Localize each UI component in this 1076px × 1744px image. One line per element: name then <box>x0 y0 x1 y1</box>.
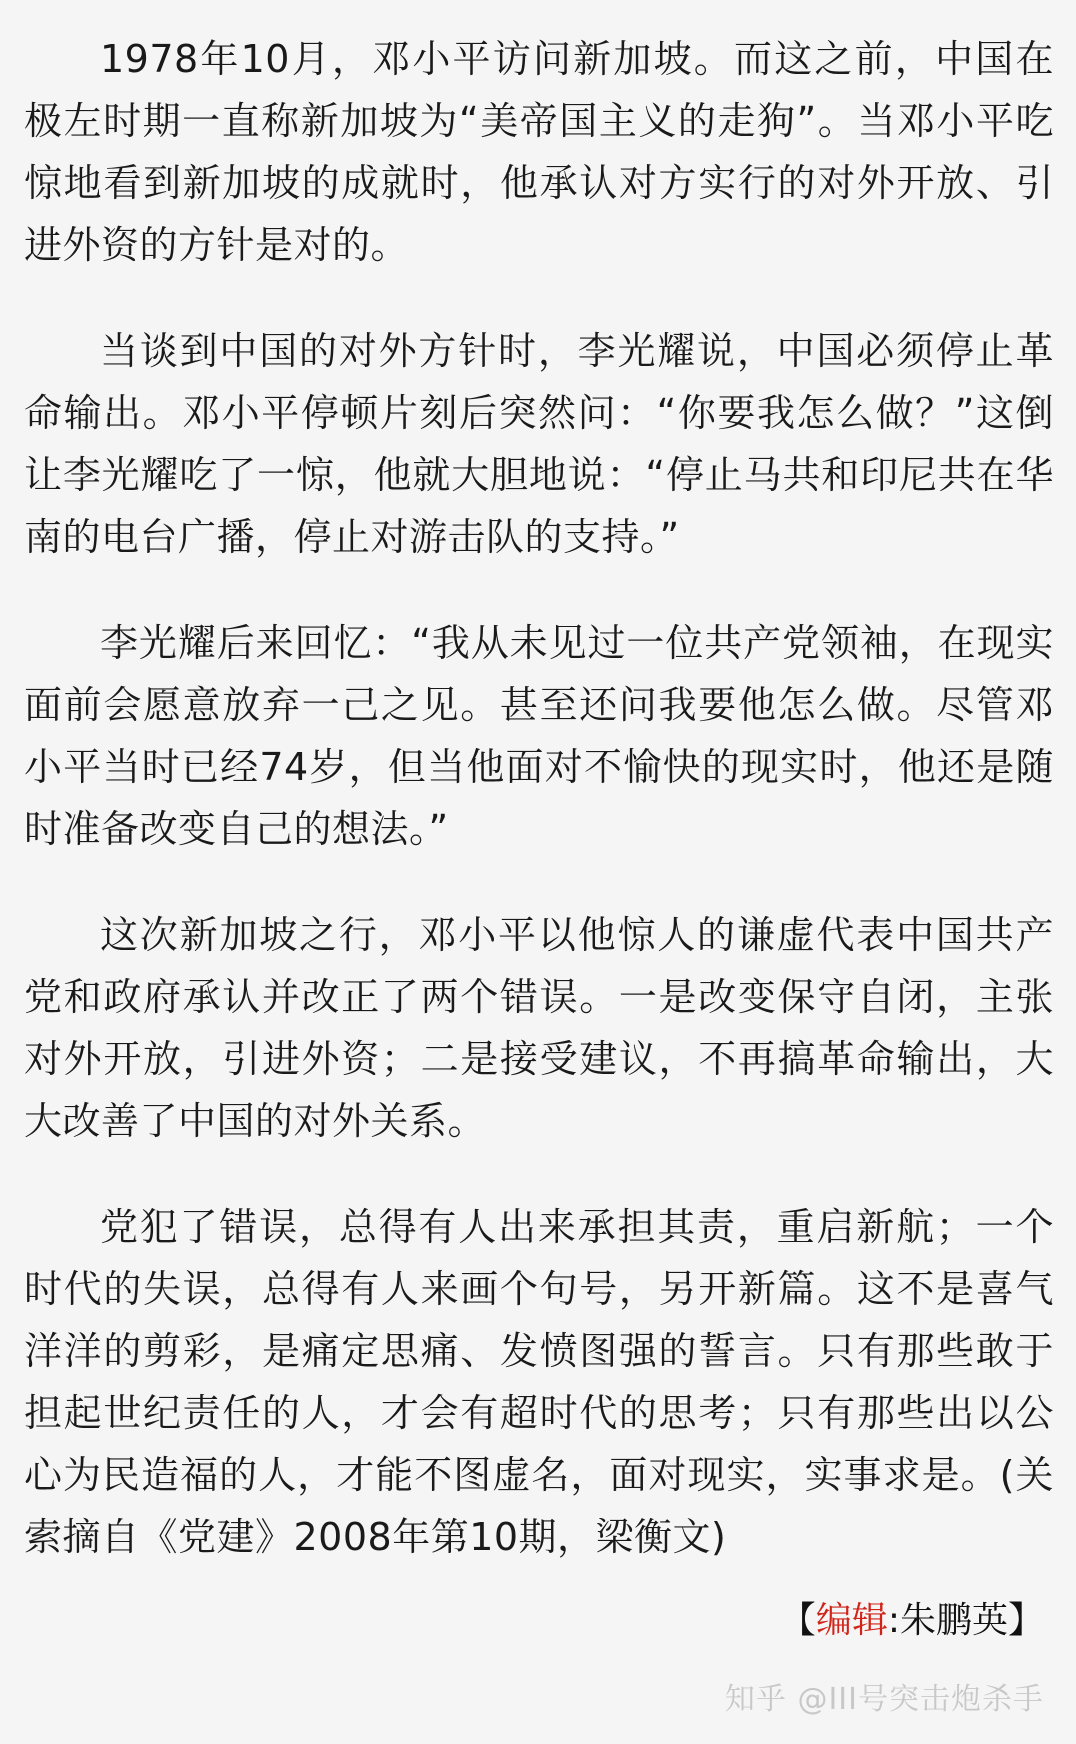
editor-open-bracket: 【 <box>779 1600 816 1641</box>
paragraph-2: 当谈到中国的对外方针时，李光耀说，中国必须停止革命输出。邓小平停顿片刻后突然问：“你要我怎么做？”这倒让李光耀吃了一惊，他就大胆地说：“停止马共和印尼共在华南的电台广播，停止对游击队的支持。” <box>24 329 1054 559</box>
editor-name: 朱鹏英 <box>899 1600 1008 1641</box>
editor-label: 编辑 <box>815 1600 888 1641</box>
paragraph-5: 党犯了错误，总得有人出来承担其责，重启新航；一个时代的失误，总得有人来画个句号，另开新篇。这不是喜气洋洋的剪彩，是痛定思痛、发愤图强的誓言。只有那些敢于担起世纪责任的人，才会有超时代的思考；只有那些出以公心为民造福的人，才能不图虚名，面对现实，实事求是。(关索摘自《党建》2008年第10期，梁衡文) <box>24 1205 1054 1559</box>
paragraph-4: 这次新加坡之行，邓小平以他惊人的谦虚代表中国共产党和政府承认并改正了两个错误。一是改变保守自闭，主张对外开放，引进外资；二是接受建议，不再搞革命输出，大大改善了中国的对外关系。 <box>24 913 1054 1143</box>
zhihu-watermark: 知乎 @III号突击炮杀手 <box>724 1682 1044 1717</box>
editor-credit <box>780 1596 1044 1646</box>
paragraph-3: 李光耀后来回忆：“我从未见过一位共产党领袖，在现实面前会愿意放弃一己之见。甚至还问我要他怎么做。尽管邓小平当时已经74岁，但当他面对不愉快的现实时，他还是随时准备改变自己的想法。” <box>24 621 1054 851</box>
editor-close-bracket: 】 <box>1007 1600 1044 1641</box>
paragraph-1: 1978年10月，邓小平访问新加坡。而这之前，中国在极左时期一直称新加坡为“美帝国主义的走狗”。当邓小平吃惊地看到新加坡的成就时，他承认对方实行的对外开放、引进外资的方针是对的。 <box>24 37 1054 267</box>
article-body <box>24 28 1054 1612</box>
editor-colon: : <box>887 1600 900 1641</box>
